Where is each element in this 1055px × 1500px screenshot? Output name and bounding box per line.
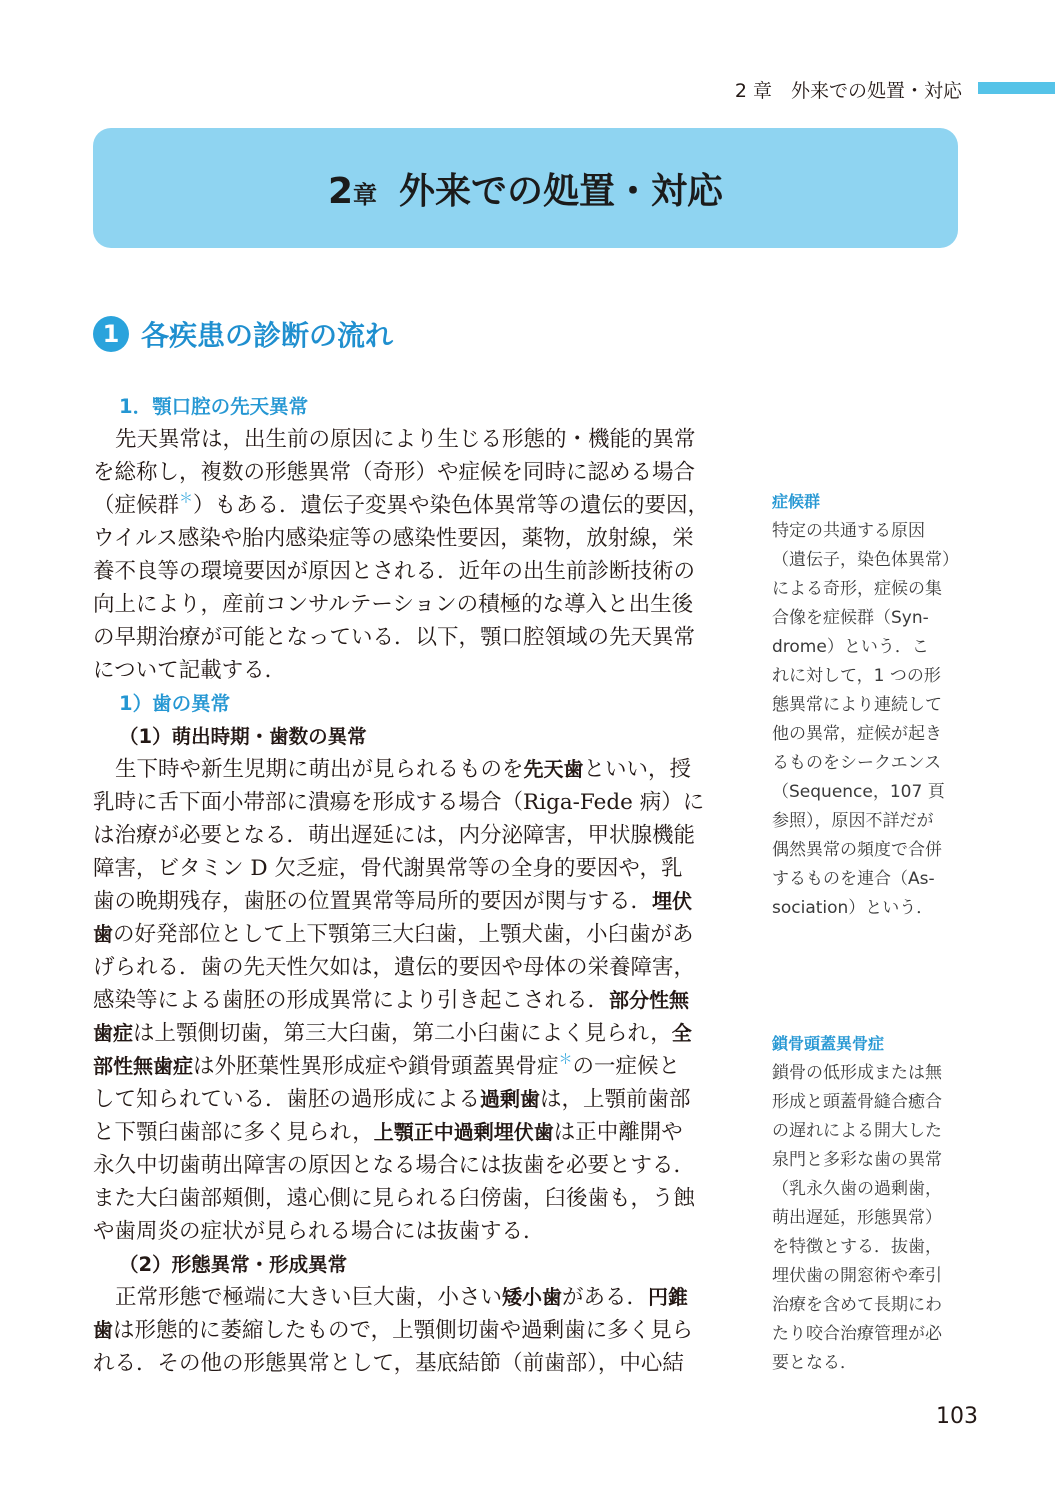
term: 矮小歯	[502, 1285, 563, 1309]
term: 上顎正中過剰埋伏歯	[373, 1120, 554, 1144]
paragraph-line: は治療が必要となる．萌出遅延には，内分泌障害，甲状腺機能	[93, 823, 696, 848]
running-header: 2 章 外来での処置・対応	[734, 80, 962, 102]
sidenote-syndrome	[772, 487, 972, 923]
paragraph-line: 先天異常は，出生前の原因により生じる形態的・機能的異常	[115, 427, 696, 452]
sidenote-line: 鎖骨の低形成または無	[772, 1063, 942, 1083]
subheading-eruption: （1）萌出時期・歯数の異常	[119, 725, 367, 748]
footnote-asterisk: ＊	[179, 491, 194, 507]
sidenote-line: drome）という．こ	[772, 637, 929, 657]
chapter-name: 外来での処置・対応	[399, 170, 724, 212]
term: 過剰歯	[480, 1087, 541, 1111]
subheading-morphology: （2）形態異常・形成異常	[119, 1253, 348, 1276]
term: 歯	[93, 1318, 113, 1342]
paragraph-line: （症候群＊）もある．遺伝子変異や染色体異常等の遺伝的要因，	[93, 491, 710, 518]
paragraph-line: して知られている．歯胚の過形成による過剰歯は，上顎前歯部	[93, 1087, 691, 1112]
sidenote-cleidocranial	[772, 1029, 972, 1378]
paragraph-line: 向上により，産前コンサルテーションの積極的な導入と出生後	[93, 592, 694, 617]
paragraph-line: 感染等による歯胚の形成異常により引き起こされる．部分性無	[93, 988, 690, 1013]
sidenote-line: 態異常により連続して	[772, 695, 942, 715]
chapter-banner	[93, 128, 958, 248]
sidenote-line: 合像を症候群（Syn-	[772, 608, 929, 628]
sidenote-title: 症候群	[772, 492, 821, 511]
sidenote-line: 萌出遅延，形態異常）	[772, 1208, 942, 1228]
section-number-badge: 1	[93, 316, 129, 352]
sidenote-line: による奇形，症候の集	[772, 579, 942, 599]
paragraph-line: 永久中切歯萌出障害の原因となる場合には抜歯を必要とする．	[93, 1153, 696, 1178]
chapter-label: 章	[353, 180, 378, 209]
footnote-asterisk: ＊	[558, 1052, 573, 1068]
paragraph-line: と下顎臼歯部に多く見られ，上顎正中過剰埋伏歯は正中離開や	[93, 1120, 683, 1145]
sidenote-line: するものを連合（As-	[772, 869, 935, 889]
term: 歯	[93, 922, 113, 946]
paragraph-line: 生下時や新生児期に萌出が見られるものを先天歯といい，授	[115, 757, 692, 782]
running-header-bar	[978, 82, 1055, 94]
sidenote-title: 鎖骨頭蓋異骨症	[772, 1034, 885, 1053]
paragraph-line: を総称し，複数の形態異常（奇形）や症候を同時に認める場合	[93, 460, 696, 485]
paragraph-line: 歯症は上顎側切歯，第三大臼歯，第二小臼歯によく見られ，全	[93, 1021, 692, 1046]
sidenote-line: 特定の共通する原因	[772, 521, 925, 541]
paragraph-line: 正常形態で極端に大きい巨大歯，小さい矮小歯がある．円錐	[115, 1285, 689, 1310]
sidenote-line: （乳永久歯の過剰歯，	[772, 1179, 942, 1199]
sidenote-line: の遅れによる開大した	[772, 1121, 942, 1141]
sidenote-line: 参照），原因不詳だが	[772, 811, 934, 831]
page-number: 103	[936, 1404, 978, 1429]
section-title: 各疾患の診断の流れ	[141, 319, 394, 352]
paragraph-line: 部性無歯症は外胚葉性異形成症や鎖骨頭蓋異骨症＊の一症候と	[93, 1052, 681, 1079]
paragraph-line: の早期治療が可能となっている．以下，顎口腔領域の先天異常	[93, 625, 696, 650]
sidenote-line: sociation）という．	[772, 898, 934, 918]
term: 歯症	[93, 1021, 133, 1045]
subheading-teeth: 1）歯の異常	[119, 692, 231, 715]
sidenote-line: （遺伝子，染色体異常）	[772, 550, 959, 570]
paragraph-line: 養不良等の環境要因が原因とされる．近年の出生前診断技術の	[93, 559, 696, 584]
paragraph-line: ウイルス感染や胎内感染症等の感染性要因，薬物，放射線，栄	[93, 526, 694, 551]
sidenote-line: を特徴とする．抜歯，	[772, 1237, 942, 1257]
sidenote-line: 要となる．	[772, 1353, 857, 1373]
sidenote-line: 泉門と多彩な歯の異常	[772, 1150, 942, 1170]
paragraph-line: れる．その他の形態異常として，基底結節（前歯部），中心結	[93, 1351, 684, 1376]
sidenote-line: れに対して，1 つの形	[772, 666, 941, 686]
paragraph-line: や歯周炎の症状が見られる場合には抜歯する．	[93, 1219, 545, 1244]
term: 先天歯	[523, 757, 584, 781]
sidenote-line: るものをシークエンス	[772, 753, 942, 773]
paragraph-line: また大臼歯部頬側，遠心側に見られる臼傍歯，臼後歯も，う蝕	[93, 1186, 696, 1211]
paragraph-line: げられる．歯の先天性欠如は，遺伝的要因や母体の栄養障害，	[93, 955, 696, 980]
main-text	[93, 390, 727, 1380]
term: 埋伏	[652, 889, 693, 913]
paragraph-line: 障害，ビタミン D 欠乏症，骨代謝異常等の全身的要因や，乳	[93, 856, 683, 881]
sidenote-line: 埋伏歯の開窓術や牽引	[772, 1266, 942, 1286]
paragraph-line: 歯の晩期残存，歯胚の位置異常等局所的要因が関与する．埋伏	[93, 889, 693, 914]
sidenote-line: 形成と頭蓋骨縫合癒合	[772, 1092, 942, 1112]
chapter-title	[328, 163, 723, 214]
section-heading	[93, 314, 393, 354]
term: 全	[671, 1021, 692, 1045]
sidenote-line: たり咬合治療管理が必	[772, 1324, 942, 1344]
paragraph-line: について記載する．	[93, 658, 287, 683]
paragraph-line: 乳時に舌下面小帯部に潰瘍を形成する場合（Riga-Fede 病）に	[93, 790, 705, 815]
subheading-congenital: 1．顎口腔の先天異常	[119, 395, 309, 418]
sidenote-line: （Sequence，107 頁	[772, 782, 945, 802]
chapter-number: 2	[327, 170, 354, 212]
paragraph-line: 歯の好発部位として上下顎第三大臼歯，上顎犬歯，小臼歯があ	[93, 922, 694, 947]
paragraph-line: 歯は形態的に萎縮したもので，上顎側切歯や過剰歯に多く見ら	[93, 1318, 694, 1343]
sidenote-line: 他の異常，症候が起き	[772, 724, 942, 744]
term: 円錐	[648, 1285, 689, 1309]
sidenote-line: 治療を含めて長期にわ	[772, 1295, 942, 1315]
term: 部性無歯症	[93, 1054, 193, 1078]
sidenote-line: 偶然異常の頻度で合併	[772, 840, 942, 860]
term: 部分性無	[609, 988, 690, 1012]
